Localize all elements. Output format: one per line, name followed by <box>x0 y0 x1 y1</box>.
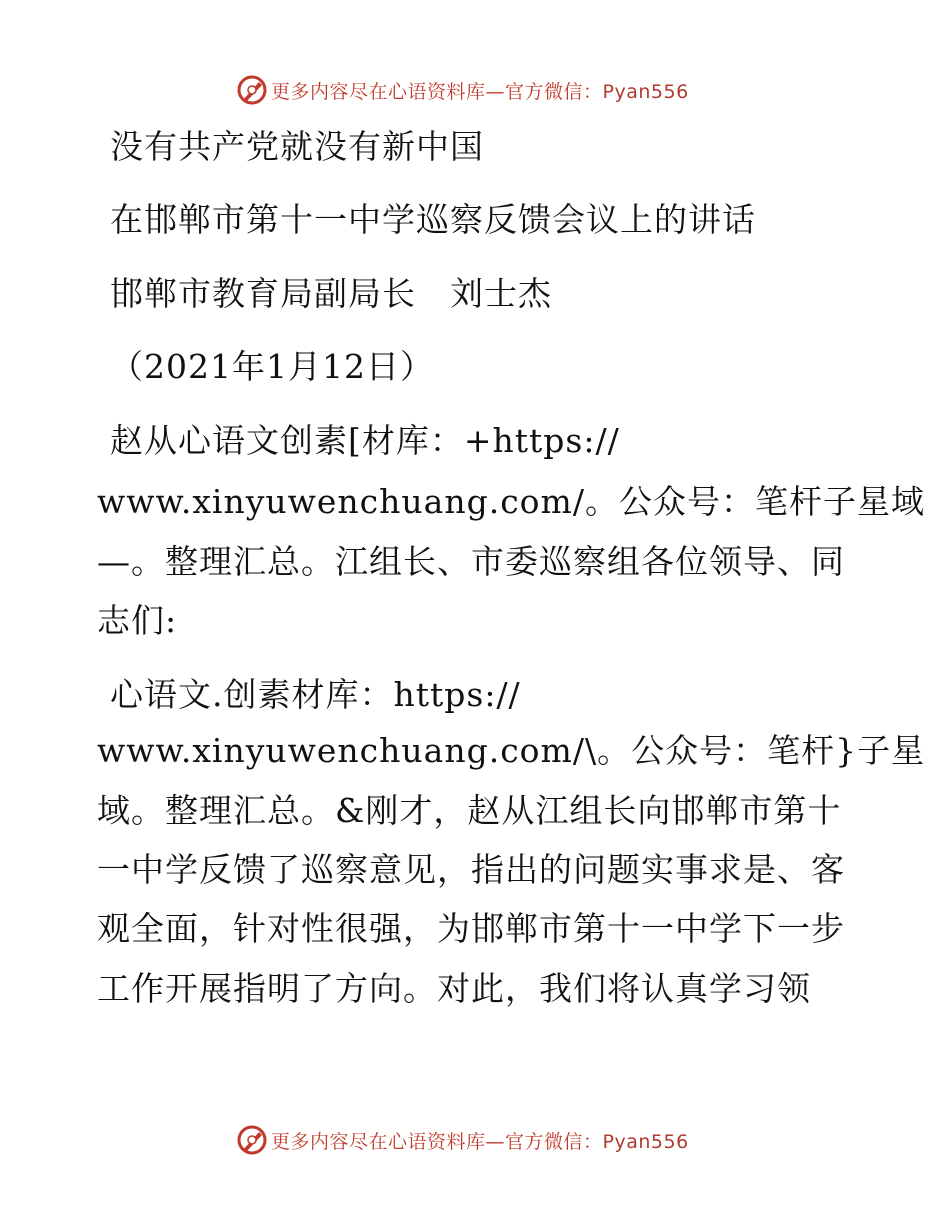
watermark-label: 更多内容尽在心语资料库—官方微信： <box>271 80 603 103</box>
body-line: www.xinyuwenchuang.com/\。公众号：笔杆}子星 <box>97 731 926 770</box>
watermark-wechat-id: Pyan556 <box>602 1130 689 1153</box>
body-line: —。整理汇总。江组长、市委巡察组各位领导、同 <box>97 542 845 581</box>
watermark-text <box>271 1127 689 1154</box>
body-line: 域。整理汇总。&刚才，赵从江组长向邯郸市第十 <box>97 791 842 830</box>
document-title: 没有共产党就没有新中国 <box>110 127 484 166</box>
document-date: （2021年1月12日） <box>110 347 434 386</box>
footer-watermark <box>235 1122 689 1158</box>
body-line: 一中学反馈了巡察意见，指出的问题实事求是、客 <box>97 850 845 889</box>
body-line: www.xinyuwenchuang.com/。公众号：笔杆子星域 <box>97 482 925 521</box>
body-line: 赵从心语文创素[材库：+https:// <box>110 421 620 460</box>
body-line: 心语文.创素材库：https:// <box>110 675 521 714</box>
document-author: 邯郸市教育局副局长 刘士杰 <box>110 274 552 313</box>
header-watermark <box>235 72 689 108</box>
document-subtitle: 在邯郸市第十一中学巡察反馈会议上的讲话 <box>110 200 756 239</box>
red-pen-ring-logo-icon <box>235 73 269 107</box>
watermark-label: 更多内容尽在心语资料库—官方微信： <box>271 1130 603 1153</box>
body-line: 观全面，针对性很强，为邯郸市第十一中学下一步 <box>97 909 845 948</box>
body-line: 志们: <box>97 601 178 640</box>
watermark-text <box>271 77 689 104</box>
watermark-wechat-id: Pyan556 <box>602 80 689 103</box>
red-pen-ring-logo-icon <box>235 1123 269 1157</box>
body-line: 工作开展指明了方向。对此，我们将认真学习领 <box>97 969 811 1008</box>
